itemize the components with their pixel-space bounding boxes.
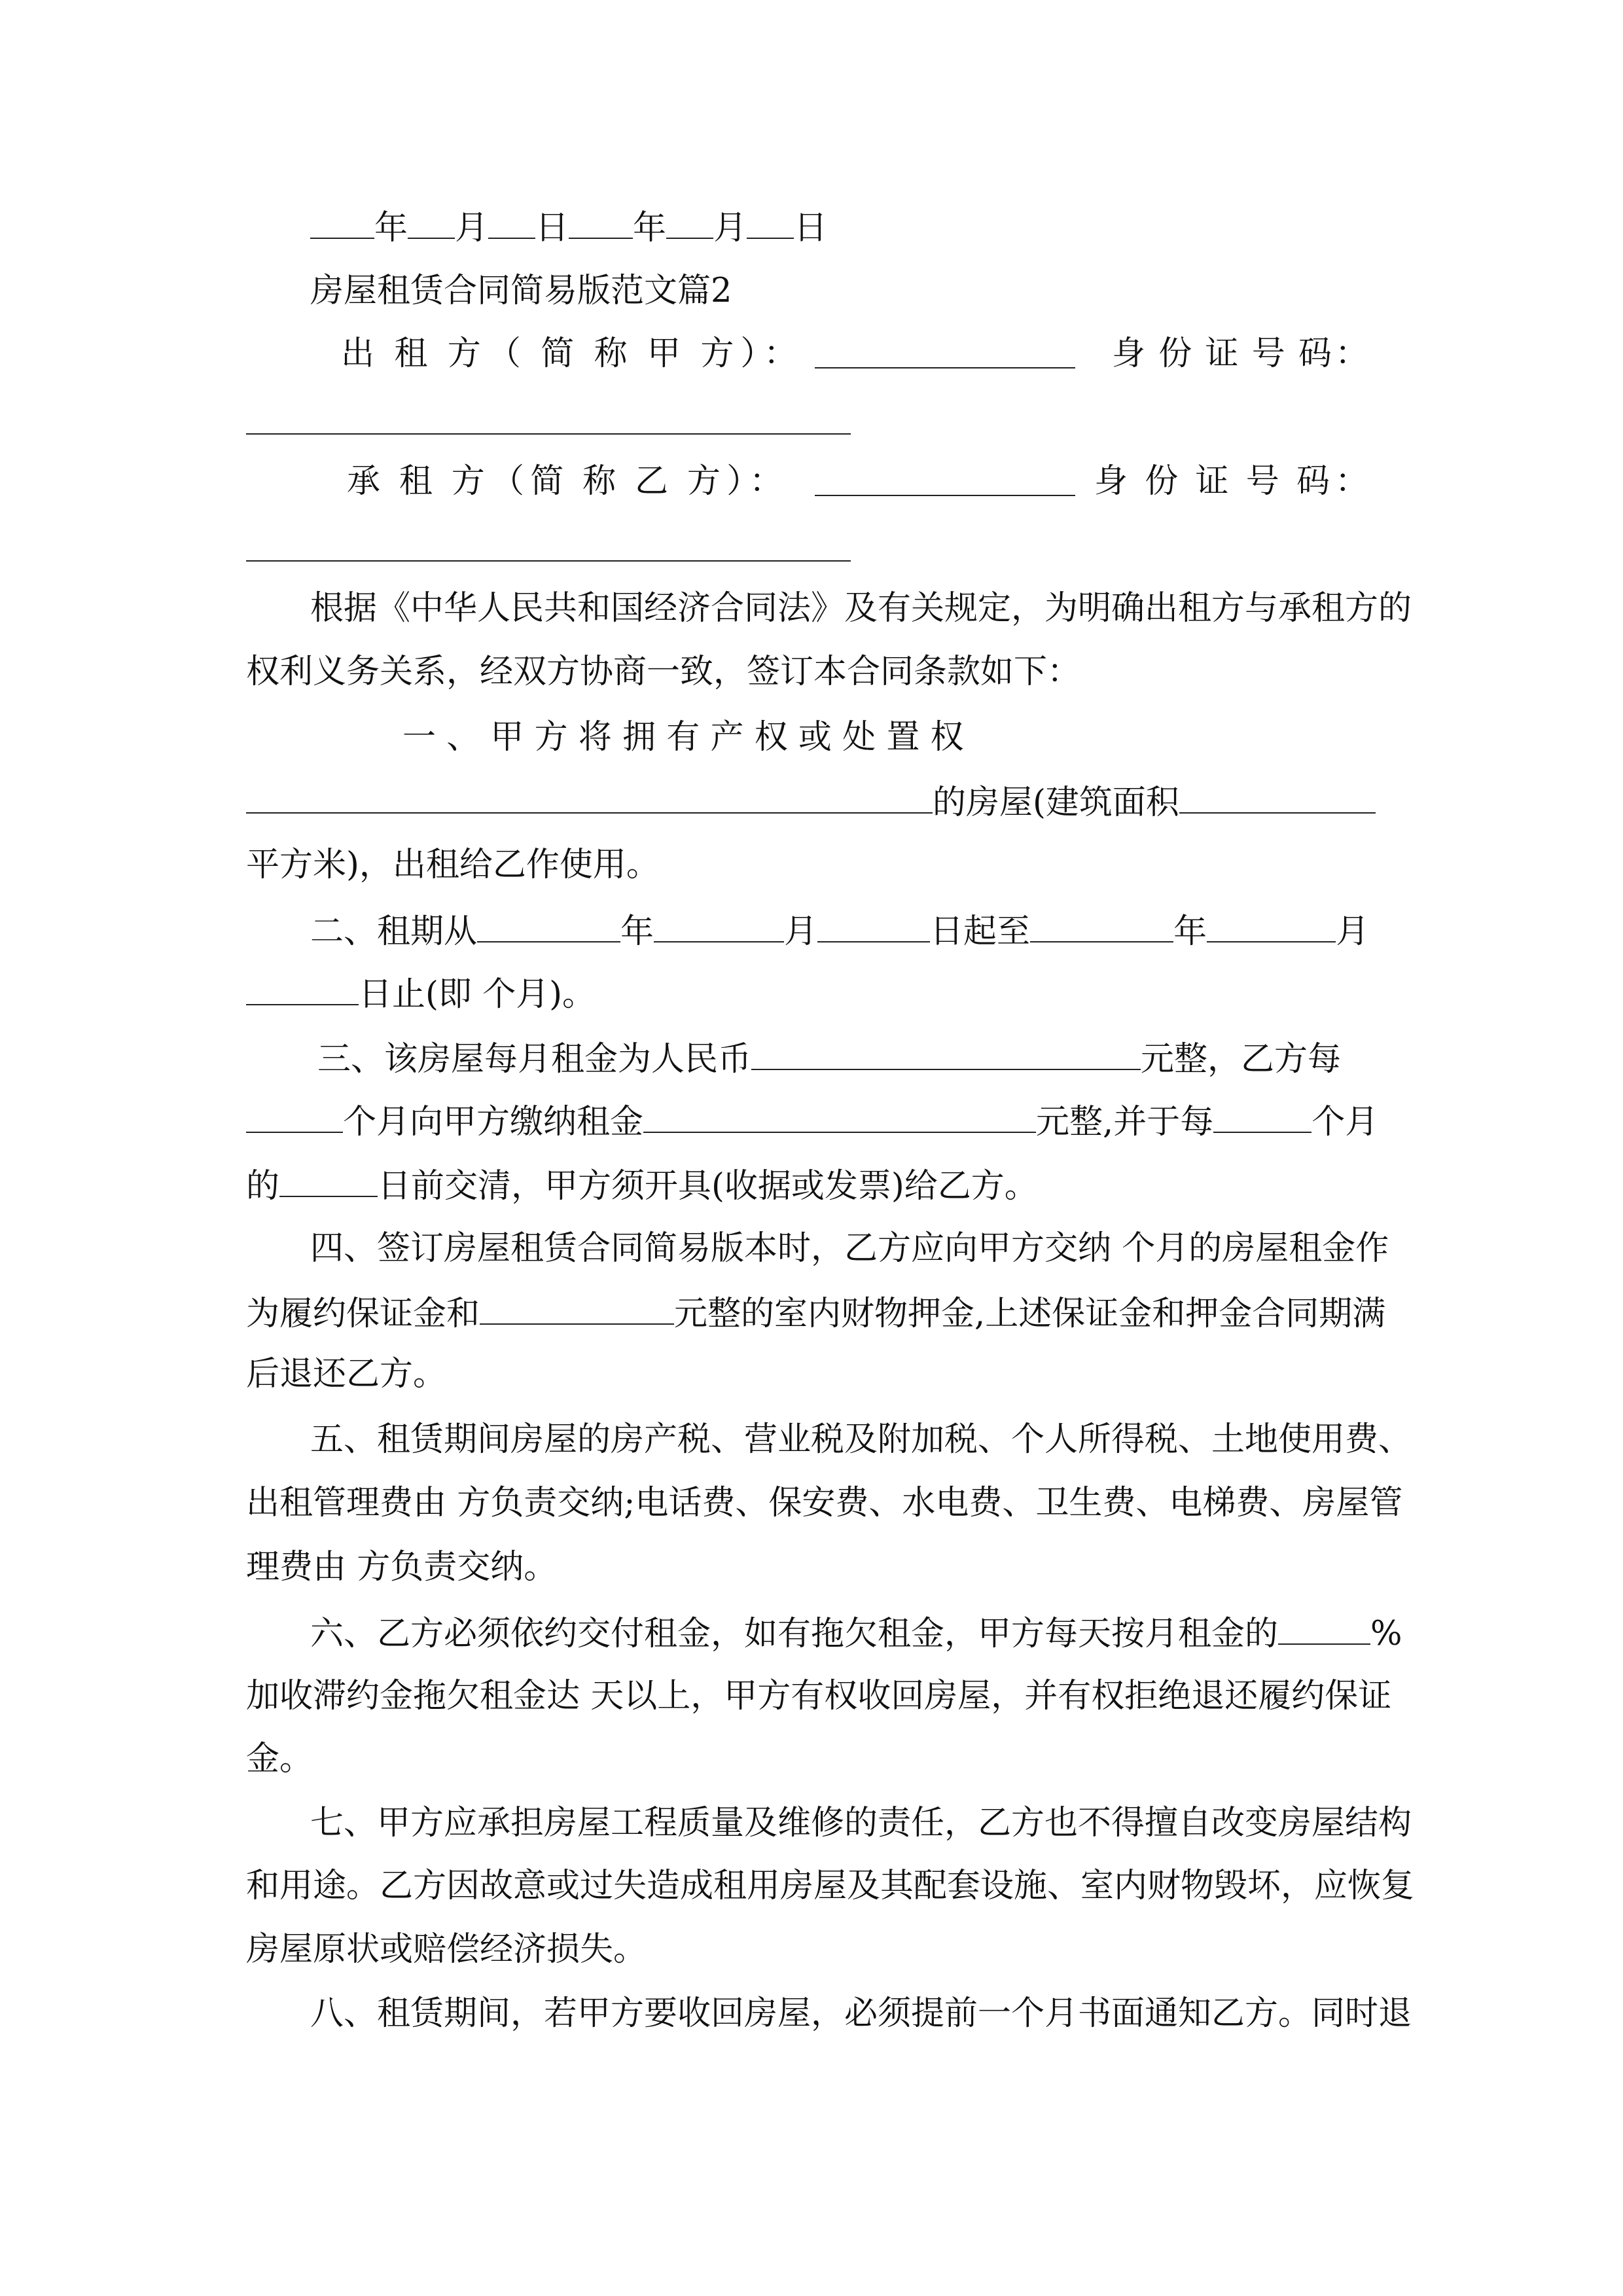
fill-in-line[interactable]	[246, 433, 851, 435]
text-segment: 承 租 方（简 称 乙 方）：	[347, 462, 783, 501]
document-line	[246, 780, 1376, 821]
text-segment: 一 、 甲 方 将 拥 有 产 权 或 处 置 权	[402, 718, 964, 757]
fill-in-blank[interactable]	[1278, 1611, 1370, 1645]
text-segment: 月	[784, 912, 818, 951]
fill-in-blank[interactable]	[666, 205, 713, 239]
document-line	[246, 1163, 1038, 1205]
document-line	[246, 1354, 446, 1395]
fill-in-blank[interactable]	[747, 205, 794, 239]
text-segment: 和用途。乙方因故意或过失造成租用房屋及其配套设施、室内财物毁坏，应恢复	[246, 1867, 1415, 1905]
text-segment: 四、签订房屋租赁合同简易版本时，乙方应向甲方交纳 个月的房屋租金作	[310, 1229, 1389, 1268]
fill-in-blank[interactable]	[569, 205, 633, 239]
text-segment: 为履约保证金和	[246, 1295, 480, 1333]
text-segment: 年	[1173, 912, 1207, 951]
text-segment: %	[1370, 1615, 1402, 1653]
document-line	[246, 1865, 1415, 1907]
text-segment: 身 份 证 号 码：	[1112, 334, 1368, 373]
text-segment: 月	[713, 209, 747, 247]
fill-in-blank[interactable]	[815, 495, 1075, 496]
text-segment: 出租管理费由 方负责交纳;电话费、保安费、水电费、卫生费、电梯费、房屋管	[246, 1484, 1403, 1522]
text-segment: 根据《中华人民共和国经济合同法》及有关规定，为明确出租方与承租方的	[310, 589, 1412, 628]
text-segment: 加收滞约金拖欠租金达 天以上，甲方有权收回房屋，并有权拒绝退还履约保证	[246, 1677, 1392, 1715]
text-segment: 后退还乙方。	[246, 1355, 447, 1393]
fill-in-blank[interactable]	[1207, 908, 1336, 942]
text-segment: 日	[794, 209, 828, 247]
text-segment: 个月向甲方缴纳租金	[343, 1103, 644, 1141]
document-line	[246, 1929, 647, 1971]
document-line	[246, 844, 660, 886]
text-segment: 日止(即 个月)。	[359, 975, 596, 1014]
fill-in-blank[interactable]	[477, 908, 620, 942]
fill-in-blank[interactable]	[488, 205, 535, 239]
document-line	[310, 1993, 1412, 2035]
document-line	[246, 1547, 557, 1588]
fill-in-blank[interactable]	[643, 1099, 1036, 1133]
fill-in-blank[interactable]	[1213, 1099, 1311, 1133]
text-segment: 年	[620, 912, 654, 951]
fill-in-blank[interactable]	[817, 908, 930, 942]
text-segment: 的	[246, 1167, 280, 1206]
text-segment: 年	[374, 209, 408, 247]
text-segment: 身 份 证 号 码：	[1094, 462, 1368, 501]
document-line	[310, 205, 827, 247]
document-line	[246, 1676, 1392, 1717]
fill-in-blank[interactable]	[408, 205, 455, 239]
fill-in-blank[interactable]	[1179, 780, 1376, 814]
text-segment: 元整的室内财物押金,上述保证金和押金合同期满	[674, 1295, 1386, 1333]
text-segment: 二、租期从	[310, 912, 478, 951]
document-line	[310, 1611, 1402, 1653]
text-segment: 权利义务关系，经双方协商一致，签订本合同条款如下：	[246, 653, 1081, 691]
text-segment: 月	[455, 209, 489, 247]
document-line	[402, 717, 1378, 759]
document-line	[310, 270, 732, 312]
fill-in-blank[interactable]	[480, 1291, 674, 1325]
text-segment: 元整,并于每	[1036, 1103, 1214, 1141]
document-line	[310, 1419, 1412, 1461]
document-line	[246, 971, 596, 1013]
document-line	[310, 1803, 1412, 1844]
text-segment: 房屋原状或赔偿经济损失。	[246, 1930, 647, 1969]
document-line	[246, 1482, 1403, 1524]
text-segment: 七、甲方应承担房屋工程质量及维修的责任，乙方也不得擅自改变房屋结构	[310, 1804, 1412, 1842]
document-line	[246, 1099, 1378, 1141]
fill-in-line[interactable]	[246, 560, 851, 562]
document-line	[310, 1228, 1389, 1270]
document-line	[310, 588, 1412, 630]
text-segment: 年	[633, 209, 667, 247]
text-segment: 日起至	[930, 912, 1031, 951]
text-segment: 房屋租赁合同简易版范文篇2	[310, 272, 732, 310]
text-segment: 理费由 方负责交纳。	[246, 1548, 558, 1587]
text-segment: 平方米)，出租给乙作使用。	[246, 846, 660, 884]
fill-in-blank[interactable]	[310, 205, 374, 239]
text-segment: 日前交清，甲方须开具(收据或发票)给乙方。	[378, 1167, 1038, 1206]
fill-in-blank[interactable]	[246, 971, 359, 1005]
text-segment: 金。	[246, 1740, 313, 1778]
text-segment: 个月	[1311, 1103, 1379, 1141]
fill-in-blank[interactable]	[246, 780, 933, 814]
document-line	[246, 1291, 1385, 1333]
fill-in-blank[interactable]	[751, 1036, 1141, 1070]
text-segment: 日	[535, 209, 569, 247]
text-segment: 月	[1336, 912, 1370, 951]
document-line	[246, 651, 1080, 693]
text-segment: 五、租赁期间房屋的房产税、营业税及附加税、个人所得税、土地使用费、	[310, 1420, 1412, 1459]
fill-in-blank[interactable]	[815, 367, 1075, 368]
fill-in-blank[interactable]	[246, 1099, 343, 1133]
fill-in-blank[interactable]	[1030, 908, 1173, 942]
document-line	[310, 908, 1369, 950]
document-line	[317, 1036, 1341, 1078]
document-line	[246, 1738, 313, 1780]
text-segment: 元整，乙方每	[1141, 1040, 1342, 1079]
fill-in-blank[interactable]	[279, 1163, 378, 1197]
text-segment: 的房屋(建筑面积	[933, 783, 1179, 822]
text-segment: 六、乙方必须依约交付租金，如有拖欠租金，甲方每天按月租金的	[310, 1615, 1279, 1653]
text-segment: 八、租赁期间，若甲方要收回房屋，必须提前一个月书面通知乙方。同时退	[310, 1994, 1412, 2033]
text-segment: 出 租 方（ 简 称 甲 方）：	[341, 334, 797, 373]
fill-in-blank[interactable]	[654, 908, 784, 942]
text-segment: 三、该房屋每月租金为人民币	[317, 1040, 752, 1079]
